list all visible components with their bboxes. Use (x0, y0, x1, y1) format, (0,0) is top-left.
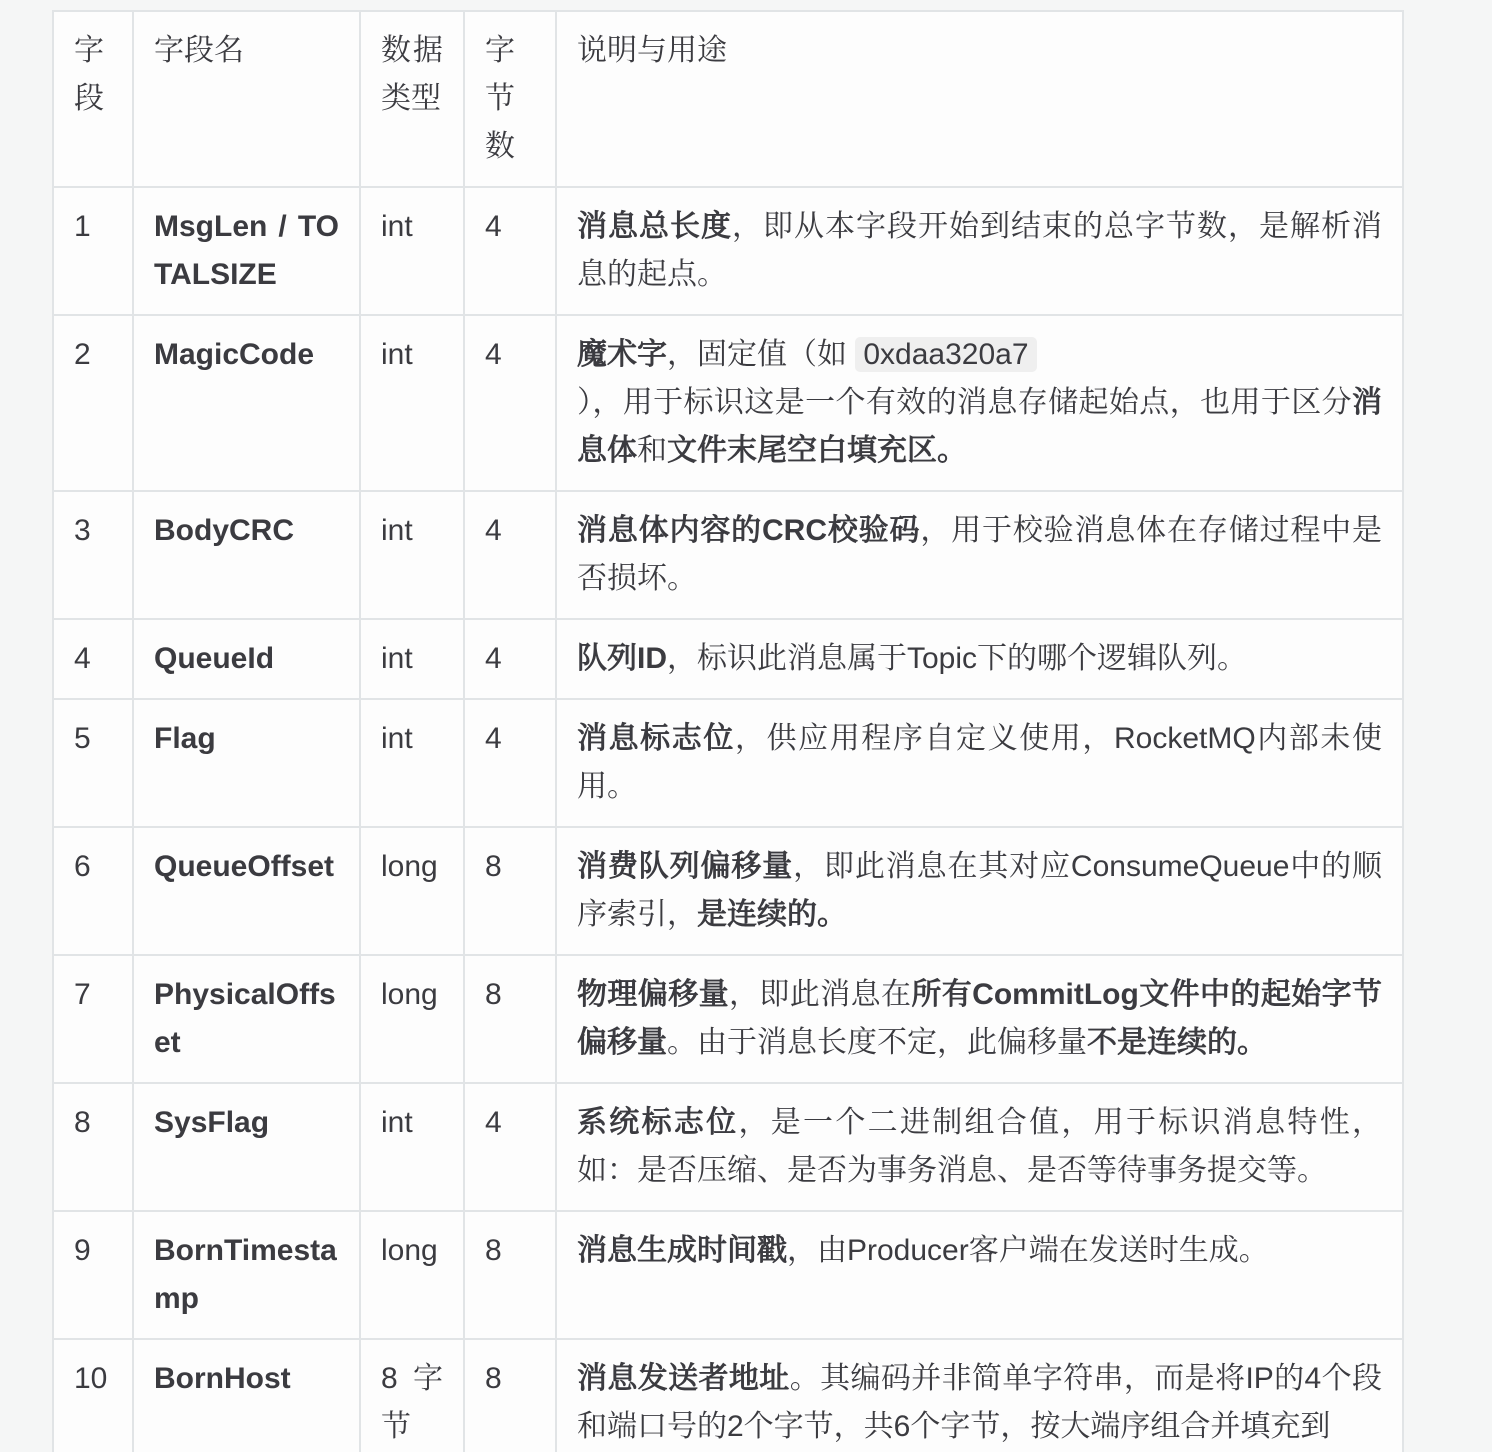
inline-code: 0xdaa320a7 (855, 337, 1036, 372)
byte-count-cell: 4 (464, 699, 556, 827)
description-cell (556, 187, 1403, 315)
table-row (53, 315, 1403, 491)
field-name-cell: QueueOffset (133, 827, 360, 955)
data-type-cell: int (360, 491, 464, 619)
description-cell (556, 491, 1403, 619)
text-segment: ，即此消息在其对应ConsumeQueue中的顺序索引， (577, 850, 1383, 931)
table-row (53, 187, 1403, 315)
field-index-cell: 4 (53, 619, 133, 699)
bold-text-segment: 魔术字 (577, 338, 667, 371)
bold-text-segment: 系统标志位 (577, 1106, 739, 1139)
column-header-label: 说明与用途 (577, 34, 727, 67)
text-segment: 。由于消息长度不定，此偏移量 (667, 1026, 1087, 1059)
field-index-cell: 6 (53, 827, 133, 955)
description-cell (556, 827, 1403, 955)
bold-text-segment: 消息发送者地址 (577, 1362, 790, 1395)
bold-text-segment: 物理偏移量 (577, 978, 729, 1011)
field-index-cell: 8 (53, 1083, 133, 1211)
text-segment: ，由Producer客户端在发送时生成。 (787, 1234, 1269, 1267)
field-name-cell: MagicCode (133, 315, 360, 491)
byte-count-cell: 8 (464, 1339, 556, 1452)
table-row (53, 491, 1403, 619)
column-header-label: 字段 (74, 34, 104, 115)
description-cell (556, 1211, 1403, 1339)
column-header-label: 字段名 (154, 34, 244, 67)
table-row (53, 1083, 1403, 1211)
column-header-field (53, 11, 133, 187)
data-type-cell: int (360, 187, 464, 315)
bold-text-segment: 文件末尾空白填充区。 (667, 434, 967, 467)
table-header (53, 11, 1403, 187)
bold-text-segment: 消费队列偏移量 (577, 850, 794, 883)
table-row (53, 1211, 1403, 1339)
text-segment: ，标识此消息属于Topic下的哪个逻辑队列。 (667, 642, 1248, 675)
field-name-cell: BornTimestamp (133, 1211, 360, 1339)
byte-count-cell: 4 (464, 1083, 556, 1211)
field-index-cell: 7 (53, 955, 133, 1083)
bold-text-segment: 消息体内容的CRC校验码 (577, 514, 921, 547)
column-header-data-type (360, 11, 464, 187)
text-segment: 。其编码并非简单字符串，而是将IP的4个段和端口号的2个字节，共6个字节，按大端序组合并填充到 (577, 1362, 1383, 1443)
field-index-cell: 9 (53, 1211, 133, 1339)
field-index-cell: 2 (53, 315, 133, 491)
byte-count-cell: 8 (464, 827, 556, 955)
field-name-cell: BodyCRC (133, 491, 360, 619)
text-segment: ，即从本字段开始到结束的总字节数，是解析消息的起点。 (577, 210, 1382, 291)
header-row (53, 11, 1403, 187)
byte-count-cell: 4 (464, 619, 556, 699)
table-body (53, 187, 1403, 1452)
bold-text-segment: 消息标志位 (577, 722, 735, 755)
bold-text-segment: 所有CommitLog文件中的起始字节偏移量 (577, 978, 1383, 1059)
description-cell (556, 619, 1403, 699)
byte-count-cell: 4 (464, 315, 556, 491)
description-cell (556, 315, 1403, 491)
description-cell (556, 955, 1403, 1083)
text-segment: ，即此消息在 (729, 978, 912, 1011)
text-segment: ，用于校验消息体在存储过程中是否损坏。 (577, 514, 1382, 595)
column-header-label: 字节数 (485, 34, 515, 163)
byte-count-cell: 4 (464, 491, 556, 619)
table-row (53, 955, 1403, 1083)
text-segment: 和 (637, 434, 667, 467)
field-definition-table (52, 10, 1404, 1452)
bold-text-segment: 消息总长度 (577, 210, 732, 243)
data-type-cell: long (360, 955, 464, 1083)
table-row (53, 1339, 1403, 1452)
column-header-description (556, 11, 1403, 187)
field-index-cell: 5 (53, 699, 133, 827)
table-row (53, 619, 1403, 699)
field-name-cell: QueueId (133, 619, 360, 699)
data-type-cell: long (360, 1211, 464, 1339)
data-type-cell: int (360, 619, 464, 699)
data-type-cell: int (360, 699, 464, 827)
bold-text-segment: 不是连续的。 (1087, 1026, 1267, 1059)
text-segment: ），用于标识这是一个有效的消息存储起始点，也用于区分 (577, 386, 1352, 419)
data-type-cell: long (360, 827, 464, 955)
bold-text-segment: 队列ID (577, 642, 667, 675)
description-cell (556, 1339, 1403, 1452)
table-row (53, 699, 1403, 827)
field-name-cell: Flag (133, 699, 360, 827)
data-type-cell: int (360, 1083, 464, 1211)
field-index-cell: 3 (53, 491, 133, 619)
description-cell (556, 699, 1403, 827)
bold-text-segment: 是连续的。 (697, 898, 847, 931)
data-type-cell: int (360, 315, 464, 491)
table-row (53, 827, 1403, 955)
field-index-cell: 1 (53, 187, 133, 315)
field-name-cell: SysFlag (133, 1083, 360, 1211)
data-type-cell: 8 字节 (360, 1339, 464, 1452)
bold-text-segment: 消息生成时间戳 (577, 1234, 787, 1267)
bold-text-segment: 消息体 (577, 386, 1382, 467)
field-name-cell: BornHost (133, 1339, 360, 1452)
column-header-byte-count (464, 11, 556, 187)
byte-count-cell: 8 (464, 1211, 556, 1339)
byte-count-cell: 4 (464, 187, 556, 315)
field-index-cell: 10 (53, 1339, 133, 1452)
description-cell (556, 1083, 1403, 1211)
text-segment: ，固定值（如 (667, 338, 856, 371)
column-header-field-name (133, 11, 360, 187)
text-segment: ，供应用程序自定义使用，RocketMQ内部未使用。 (577, 722, 1383, 803)
byte-count-cell: 8 (464, 955, 556, 1083)
field-name-cell: MsgLen / TOTALSIZE (133, 187, 360, 315)
field-name-cell: PhysicalOffset (133, 955, 360, 1083)
text-segment: ，是一个二进制组合值，用于标识消息特性，如：是否压缩、是否为事务消息、是否等待事务提交等。 (577, 1106, 1383, 1187)
column-header-label: 数据类型 (381, 34, 443, 115)
